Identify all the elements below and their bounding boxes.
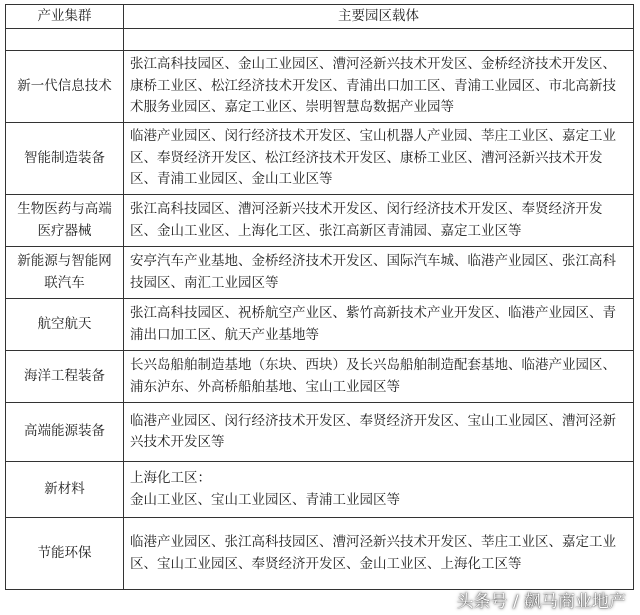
cluster-cell: 新一代信息技术 [6,51,124,123]
cluster-cell: 智能制造装备 [6,123,124,195]
watermark: 头条号 / 飙马商业地产 [456,592,626,612]
blank-cell [124,29,634,51]
parks-cell [124,123,634,195]
cluster-cell: 高端能源装备 [6,403,124,462]
blank-row [6,29,634,51]
table-row [6,351,634,403]
cluster-cell: 航空航天 [6,299,124,351]
table-header-row [6,5,634,29]
cluster-cell: 新能源与智能网联汽车 [6,247,124,299]
table-row [6,51,634,123]
parks-text: 张江高科技园区、金山工业园区、漕河泾新兴技术开发区、金桥经济技术开发区、康桥工业区、松江经济技术开发区、青浦出口加工区、青浦工业园区、市北高新技术服务业园区、嘉定工业区、崇明智慧岛数据产业园等 [130,56,616,116]
parks-cell [124,462,634,518]
parks-cell [124,51,634,123]
parks-text: 金山工业区、宝山工业园区、青浦工业园区等 [130,491,400,508]
parks-cell [124,351,634,403]
table-row [6,518,634,590]
parks-text: 上海化工区： [130,470,211,486]
industry-cluster-table [5,4,634,590]
table-row [6,247,634,299]
cluster-cell: 生物医药与高端医疗器械 [6,195,124,247]
cluster-cell: 海洋工程装备 [6,351,124,403]
header-parks: 主要园区载体 [124,5,634,29]
table-row [6,195,634,247]
parks-cell [124,403,634,462]
parks-cell [124,299,634,351]
table-row [6,403,634,462]
header-cluster: 产业集群 [6,5,124,29]
table-row [6,299,634,351]
parks-text: 安亭汽车产业基地、金桥经济技术开发区、国际汽车城、临港产业园区、张江高科技园区、南汇工业园区等 [130,253,616,291]
parks-cell [124,195,634,247]
parks-cell [124,247,634,299]
parks-text: 张江高科技园区、祝桥航空产业区、紫竹高新技术产业开发区、临港产业园区、青浦出口加工区、航天产业基地等 [130,305,616,343]
parks-text: 临港产业园区、闵行经济技术开发区、奉贤经济开发区、宝山工业园区、漕河泾新兴技术开发区等 [130,412,616,450]
blank-cell [6,29,124,51]
table-row [6,462,634,518]
parks-text: 临港产业园区、闵行经济技术开发区、宝山机器人产业园、莘庄工业区、嘉定工业区、奉贤经济开发区、松江经济技术开发区、康桥工业区、漕河泾新兴技术开发区、青浦工业园区、金山工业区等 [130,128,616,188]
parks-text: 长兴岛船舶制造基地（东块、西块）及长兴岛船舶制造配套基地、临港产业园区、浦东泸东、外高桥船舶基地、宝山工业园区等 [130,357,616,395]
parks-cell [124,518,634,590]
parks-text: 张江高科技园区、漕河泾新兴技术开发区、闵行经济技术开发区、奉贤经济开发区、金山工业区、上海化工区、张江高新区青浦园、嘉定工业区等 [130,201,603,239]
cluster-cell: 新材料 [6,462,124,518]
parks-text: 临港产业园区、张江高科技园区、漕河泾新兴技术开发区、莘庄工业区、嘉定工业区、宝山工业园区、奉贤经济开发区、金山工业区、上海化工区等 [130,534,616,572]
cluster-cell: 节能环保 [6,518,124,590]
table-row [6,123,634,195]
